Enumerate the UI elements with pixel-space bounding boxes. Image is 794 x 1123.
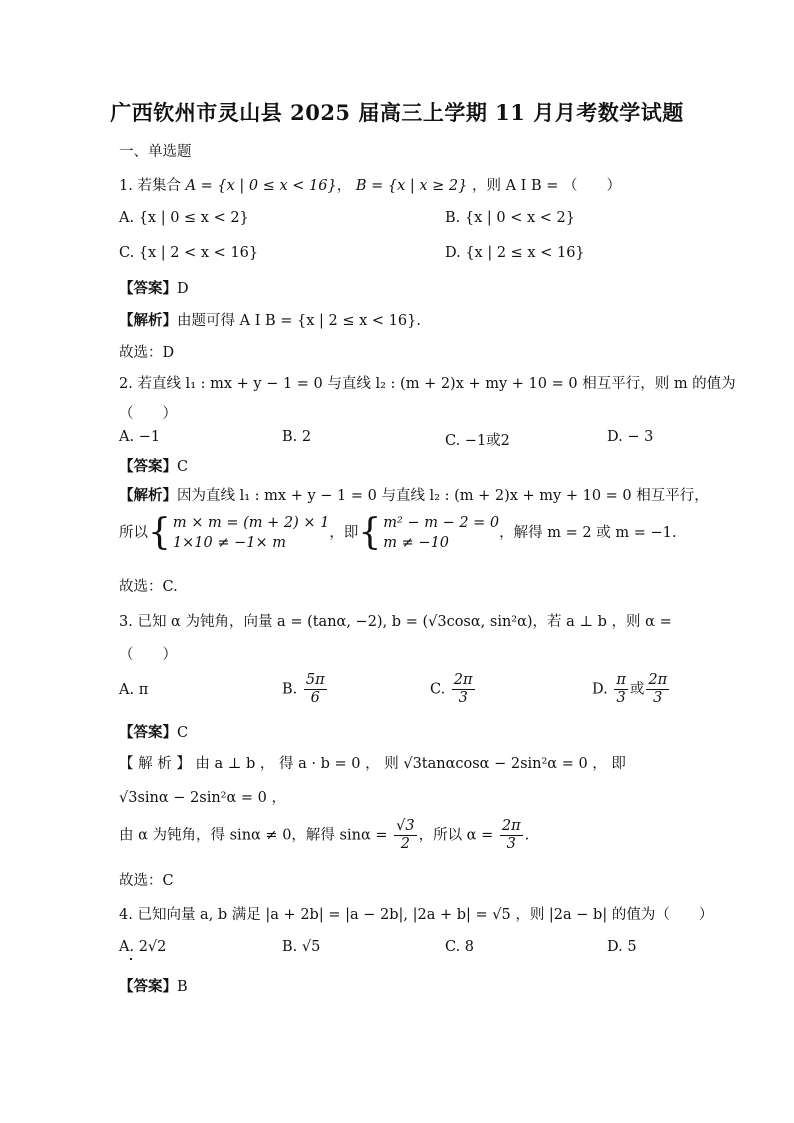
section-heading: 一、单选题 bbox=[119, 144, 192, 160]
q1-option-d: D. {x | 2 ≤ x < 16} bbox=[445, 245, 585, 261]
q2-option-d: D. − 3 bbox=[607, 429, 654, 445]
page-title: 广西钦州市灵山县 2025 届高三上学期 11 月月考数学试题 bbox=[110, 100, 684, 125]
q2-system-1: m × m = (m + 2) × 1 1×10 ≠ −1× m bbox=[172, 515, 330, 551]
q2-system-line: 所以{ m × m = (m + 2) × 1 1×10 ≠ −1× m ，即{ m² − m − 2 = 0 m ≠ −10 ，解得 m = 2 或 m = −1. bbox=[119, 512, 677, 553]
q1-option-a: A. {x | 0 ≤ x < 2} bbox=[119, 210, 249, 226]
q4-answer: 【答案】B bbox=[119, 978, 188, 995]
q3-analysis-2: √3sinα − 2sin²α = 0 ， bbox=[119, 790, 286, 806]
q4-stem: 4. 已知向量 a, b 满足 |a + 2b| = |a − 2b|, |2a + b| = √5 ，则 |2a − b| 的值为（ ） bbox=[119, 907, 714, 923]
q3-option-a: A. π bbox=[119, 682, 149, 698]
q4-option-b: B. √5 bbox=[282, 939, 321, 955]
q1-answer: 【答案】D bbox=[119, 280, 189, 297]
q2-analysis: 【解析】因为直线 l₁ : mx + y − 1 = 0 与直线 l₂ : (m + 2)x + my + 10 = 0 相互平行， bbox=[119, 487, 709, 504]
dot-mark bbox=[130, 958, 132, 960]
q1-set-a: A = {x | 0 ≤ x < 16} bbox=[185, 178, 337, 194]
q2-answer: 【答案】C bbox=[119, 458, 189, 475]
q3-option-b: B. $\frac{5\pi}{6}$ bbox=[282, 672, 325, 706]
q3-conclusion: 故选：C bbox=[119, 873, 174, 889]
q4-option-c: C. 8 bbox=[445, 939, 475, 955]
q1-conclusion: 故选：D bbox=[119, 345, 175, 361]
q2-conclusion: 故选：C. bbox=[119, 579, 178, 595]
q3-answer: 【答案】C bbox=[119, 724, 189, 741]
q2-option-b: B. 2 bbox=[282, 429, 312, 445]
q2-stem: 2. 若直线 l₁ : mx + y − 1 = 0 与直线 l₂ : (m + 2)x + my + 10 = 0 相互平行，则 m 的值为 bbox=[119, 376, 736, 392]
q3-stem: 3. 已知 α 为钝角，向量 a = (tanα, −2), b = (√3cosα, sin²α)，若 a ⊥ b ，则 α = bbox=[119, 614, 672, 630]
q1-analysis: 【解析】由题可得 A I B = {x | 2 ≤ x < 16}. bbox=[119, 312, 421, 329]
q3-option-c: C. $\frac{2\pi}{3}$ bbox=[430, 672, 473, 706]
q3-analysis-1: 【 解 析 】 由 a ⊥ b ， 得 a · b = 0 ， 则 √3tanαcosα − 2sin²α = 0 ， 即 bbox=[119, 756, 626, 772]
q1-option-c: C. {x | 2 < x < 16} bbox=[119, 245, 259, 261]
q1-set-b: B = {x | x ≥ 2} bbox=[355, 178, 468, 194]
q3-analysis-3: 由 α 为钝角，得 sinα ≠ 0，解得 sinα = $\frac{√3}{2}$ ，所以 α = $\frac{2\pi}{3}$ . bbox=[119, 818, 530, 852]
q1-stem: 1. 若集合 A = {x | 0 ≤ x < 16}， B = {x | x ≥ 2} ，则 A I B = （ ） bbox=[119, 178, 622, 194]
q4-option-d: D. 5 bbox=[607, 939, 637, 955]
left-brace-icon: { bbox=[148, 512, 171, 553]
left-brace-icon: { bbox=[358, 512, 382, 553]
q2-option-a: A. −1 bbox=[119, 429, 161, 445]
q2-system-2: m² − m − 2 = 0 m ≠ −10 bbox=[383, 515, 500, 551]
q4-option-a: A. 2√2 bbox=[119, 939, 167, 955]
q3-paren: （ ） bbox=[119, 647, 177, 663]
q3-option-d: D. $\frac{\pi}{3}$ 或 $\frac{2\pi}{3}$ bbox=[592, 672, 668, 706]
q1-option-b: B. {x | 0 < x < 2} bbox=[445, 210, 575, 226]
q2-option-c: C. −1或2 bbox=[445, 433, 510, 449]
q2-paren: （ ） bbox=[119, 406, 177, 422]
